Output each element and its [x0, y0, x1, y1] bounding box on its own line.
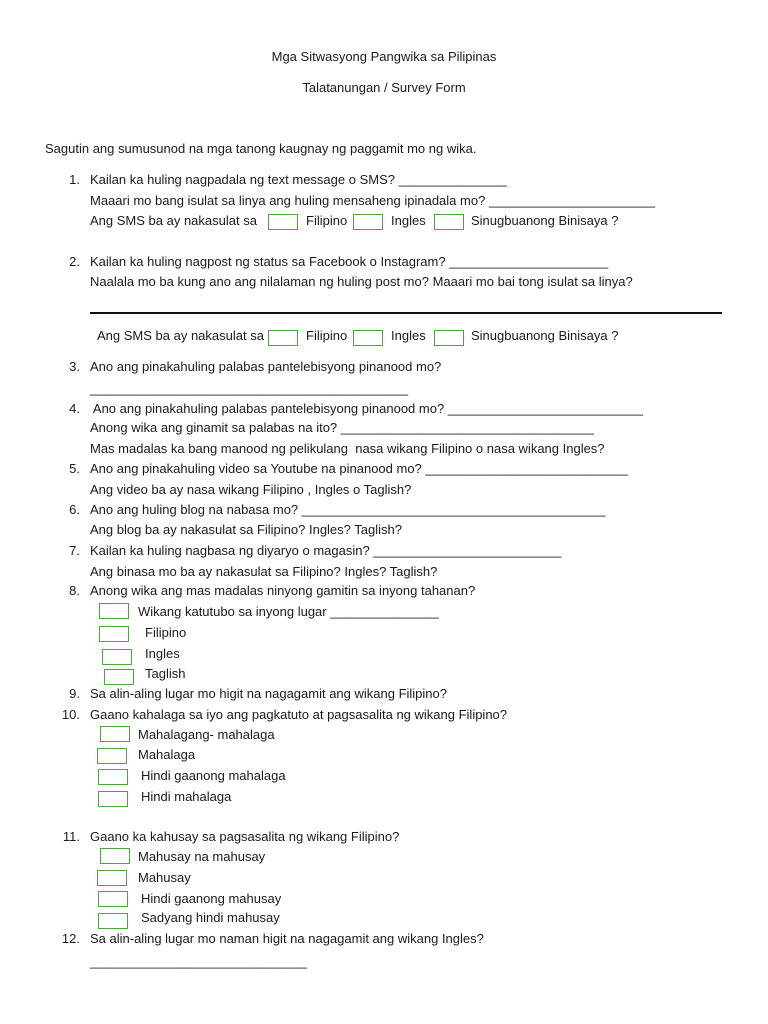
option-label: Filipino — [306, 328, 348, 343]
option-label: Sinugbuanong Binisaya ? — [471, 213, 619, 228]
question-text: Sa alin-aling lugar mo naman higit na nagagamit ang wikang Ingles? — [90, 931, 484, 946]
question-subtext: Ang video ba ay nasa wikang Filipino , Ingles o Taglish? — [90, 482, 412, 497]
question-text: Kailan ka huling nagpost ng status sa Facebook o Instagram? ______________________ — [90, 254, 609, 269]
checkbox-sinugbuanong[interactable] — [434, 214, 464, 230]
option-label: Ingles — [145, 646, 180, 661]
question-text: Gaano kahalaga sa iyo ang pagkatuto at pagsasalita ng wikang Filipino? — [90, 707, 508, 722]
checkbox-sadyang-hindi-mahusay[interactable] — [98, 913, 128, 929]
question-number: 1. — [69, 172, 80, 187]
answer-line[interactable]: ______________________________ — [90, 954, 307, 969]
question-subtext: Naalala mo ba kung ano ang nilalaman ng huling post mo? Maaari mo bai tong isulat sa linya? — [90, 274, 633, 289]
question-number: 2. — [69, 254, 80, 269]
question-text: Gaano ka kahusay sa pagsasalita ng wikang Filipino? — [90, 829, 400, 844]
question-text: Ano ang huling blog na nabasa mo? __________________________________________ — [90, 502, 606, 517]
instruction-text: Sagutin ang sumusunod na mga tanong kaugnay ng paggamit mo ng wika. — [45, 141, 477, 156]
option-label: Mahalaga — [138, 747, 196, 762]
answer-line[interactable] — [90, 312, 722, 314]
checkbox-filipino[interactable] — [99, 626, 129, 642]
lang-prompt: Ang SMS ba ay nakasulat sa — [90, 213, 257, 228]
checkbox-hindi-gaanong-mahalaga[interactable] — [98, 769, 128, 785]
form-title: Mga Sitwasyong Pangwika sa Pilipinas — [271, 49, 497, 64]
checkbox-ingles[interactable] — [353, 214, 383, 230]
question-number: 11. — [62, 829, 80, 844]
checkbox-mahusay-na-mahusay[interactable] — [100, 848, 130, 864]
question-number: 9. — [69, 686, 80, 701]
option-label: Filipino — [145, 625, 187, 640]
option-label: Mahusay na mahusay — [138, 849, 266, 864]
checkbox-taglish[interactable] — [104, 669, 134, 685]
question-text: Kailan ka huling nagpadala ng text message o SMS? _______________ — [90, 172, 508, 187]
form-subtitle: Talatanungan / Survey Form — [302, 80, 466, 95]
question-number: 4. — [69, 401, 80, 416]
checkbox-hindi-gaanong-mahusay[interactable] — [98, 891, 128, 907]
option-label: Sadyang hindi mahusay — [141, 910, 280, 925]
option-label: Wikang katutubo sa inyong lugar _______________ — [138, 604, 439, 619]
checkbox-ingles[interactable] — [102, 649, 132, 665]
option-label: Mahalagang- mahalaga — [138, 727, 275, 742]
question-number: 6. — [69, 502, 80, 517]
question-text: Sa alin-aling lugar mo higit na nagagamit ang wikang Filipino? — [90, 686, 447, 701]
question-text: Ano ang pinakahuling video sa Youtube na pinanood mo? ____________________________ — [90, 461, 628, 476]
checkbox-filipino[interactable] — [268, 330, 298, 346]
checkbox-mahalagang-mahalaga[interactable] — [100, 726, 130, 742]
option-label: Hindi mahalaga — [141, 789, 232, 804]
checkbox-mahalaga[interactable] — [97, 748, 127, 764]
checkbox-hindi-mahalaga[interactable] — [98, 791, 128, 807]
option-label: Hindi gaanong mahusay — [141, 891, 282, 906]
option-label: Ingles — [391, 213, 426, 228]
question-number: 3. — [69, 359, 80, 374]
question-number: 12. — [61, 931, 80, 946]
option-label: Filipino — [306, 213, 348, 228]
question-number: 8. — [69, 583, 80, 598]
question-subtext: Ang blog ba ay nakasulat sa Filipino? Ingles? Taglish? — [90, 522, 402, 537]
question-number: 5. — [69, 461, 80, 476]
question-text: Anong wika ang mas madalas ninyong gamitin sa inyong tahanan? — [90, 583, 476, 598]
question-subtext: Ang binasa mo ba ay nakasulat sa Filipino? Ingles? Taglish? — [90, 564, 438, 579]
option-label: Sinugbuanong Binisaya ? — [471, 328, 619, 343]
option-label: Taglish — [145, 666, 186, 681]
answer-line[interactable]: ____________________________________________ — [90, 381, 409, 396]
checkbox-filipino[interactable] — [268, 214, 298, 230]
question-subtext: Anong wika ang ginamit sa palabas na ito? ___________________________________ — [90, 420, 594, 435]
question-number: 7. — [69, 543, 80, 558]
checkbox-mahusay[interactable] — [97, 870, 127, 886]
option-label: Mahusay — [138, 870, 191, 885]
option-label: Ingles — [391, 328, 426, 343]
question-number: 10. — [61, 707, 80, 722]
question-text: Ano ang pinakahuling palabas pantelebisyong pinanood mo? — [90, 359, 442, 374]
option-label: Hindi gaanong mahalaga — [141, 768, 286, 783]
question-text: Kailan ka huling nagbasa ng diyaryo o magasin? __________________________ — [90, 543, 562, 558]
checkbox-wikang-katutubo[interactable] — [99, 603, 129, 619]
checkbox-ingles[interactable] — [353, 330, 383, 346]
question-subtext: Mas madalas ka bang manood ng pelikulang nasa wikang Filipino o nasa wikang Ingles? — [90, 441, 605, 456]
question-text: Ano ang pinakahuling palabas pantelebisyong pinanood mo? ___________________________ — [90, 401, 643, 416]
checkbox-sinugbuanong[interactable] — [434, 330, 464, 346]
question-subtext[interactable]: Maaari mo bang isulat sa linya ang huling mensaheng ipinadala mo? _______________________ — [90, 193, 656, 208]
lang-prompt: Ang SMS ba ay nakasulat sa — [97, 328, 264, 343]
